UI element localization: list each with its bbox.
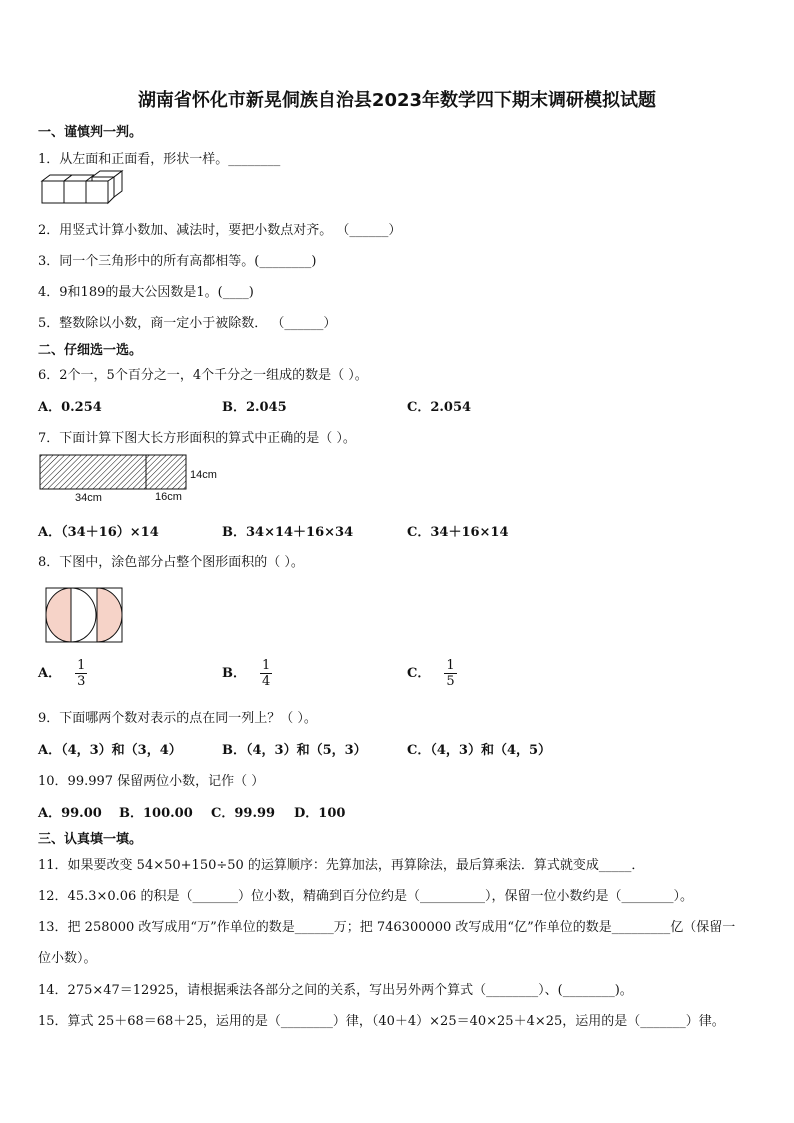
- question-15: 15．算式 25＋68＝68＋25，运用的是（________）律，（40＋4）×25＝40×25＋4×25，运用的是（_______）律。: [38, 1014, 725, 1029]
- q8-option-c: C． $\frac{1}{5}$: [407, 658, 455, 689]
- question-3: 3．同一个三角形中的所有高都相等。(________): [38, 254, 317, 269]
- q7-option-c: C．34＋16×14: [407, 525, 509, 540]
- question-5: 5．整数除以小数，商一定小于被除数． （______）: [38, 316, 337, 331]
- hatched-rect-left: [40, 455, 146, 489]
- question-1: 1．从左面和正面看，形状一样。________: [38, 152, 281, 167]
- q6-option-c: C．2.054: [407, 400, 472, 415]
- q9-option-b: B．（4，3）和（5，3）: [222, 743, 367, 758]
- question-11: 11．如果要改变 54×50+150÷50 的运算顺序：先算加法，再算除法，最后算乘法．算式就变成_____．: [38, 858, 645, 873]
- q10-option-d: D．100: [294, 806, 346, 821]
- question-13-line2: 位小数）。: [38, 951, 97, 966]
- section-1-heading: 一、谨慎判一判。: [38, 125, 143, 140]
- q10-option-a: A．99.00: [38, 806, 102, 821]
- question-8: 8．下图中，涂色部分占整个图形面积的（ ）。: [38, 555, 304, 570]
- q9-option-a: A．（4，3）和（3，4）: [38, 743, 182, 758]
- question-14: 14．275×47＝12925，请根据乘法各部分之间的关系，写出另外两个算式（________）、(________)。: [38, 983, 633, 998]
- q7-option-b: B．34×14＋16×34: [222, 525, 354, 540]
- section-3-heading: 三、认真填一填。: [38, 832, 143, 847]
- section-2-heading: 二、仔细选一选。: [38, 343, 143, 358]
- q10-option-c: C．99.99: [211, 806, 276, 821]
- cube-stack-figure: [40, 169, 126, 207]
- label-right-width: 16cm: [155, 491, 182, 503]
- question-10: 10．99.997 保留两位小数，记作（ ）: [38, 774, 265, 789]
- q8-option-b: B． $\frac{1}{4}$: [222, 658, 271, 689]
- question-6: 6．2个一，5个百分之一，4个千分之一组成的数是（ ）。: [38, 368, 368, 383]
- q6-option-b: B．2.045: [222, 400, 287, 415]
- q6-option-a: A．0.254: [38, 400, 102, 415]
- page-title: 湖南省怀化市新晃侗族自治县2023年数学四下期末调研模拟试题: [137, 90, 657, 111]
- q8-option-a: A． $\frac{1}{3}$: [38, 658, 86, 689]
- label-left-width: 34cm: [75, 492, 102, 504]
- question-12: 12．45.3×0.06 的积是（_______）位小数，精确到百分位约是（__________），保留一位小数约是（________）。: [38, 889, 693, 904]
- q9-option-c: C．（4，3）和（4，5）: [407, 743, 552, 758]
- semicircle-shading-figure: [44, 586, 126, 644]
- hatched-rect-right: [146, 455, 186, 489]
- question-13-line1: 13．把 258000 改写成用“万”作单位的数是______万；把 746300000 改写成用“亿”作单位的数是_________亿（保留一: [38, 920, 736, 935]
- label-height: 14cm: [190, 469, 217, 481]
- question-2: 2．用竖式计算小数加、减法时，要把小数点对齐。 （______）: [38, 223, 402, 238]
- question-7: 7．下面计算下图大长方形面积的算式中正确的是（ ）。: [38, 431, 356, 446]
- rectangle-area-figure: [38, 453, 238, 509]
- q7-option-a: A．（34＋16）×14: [38, 525, 159, 540]
- q10-option-b: B．100.00: [119, 806, 193, 821]
- question-9: 9．下面哪两个数对表示的点在同一列上？（ ）。: [38, 711, 317, 726]
- question-4: 4．9和189的最大公因数是1。(____): [38, 285, 254, 300]
